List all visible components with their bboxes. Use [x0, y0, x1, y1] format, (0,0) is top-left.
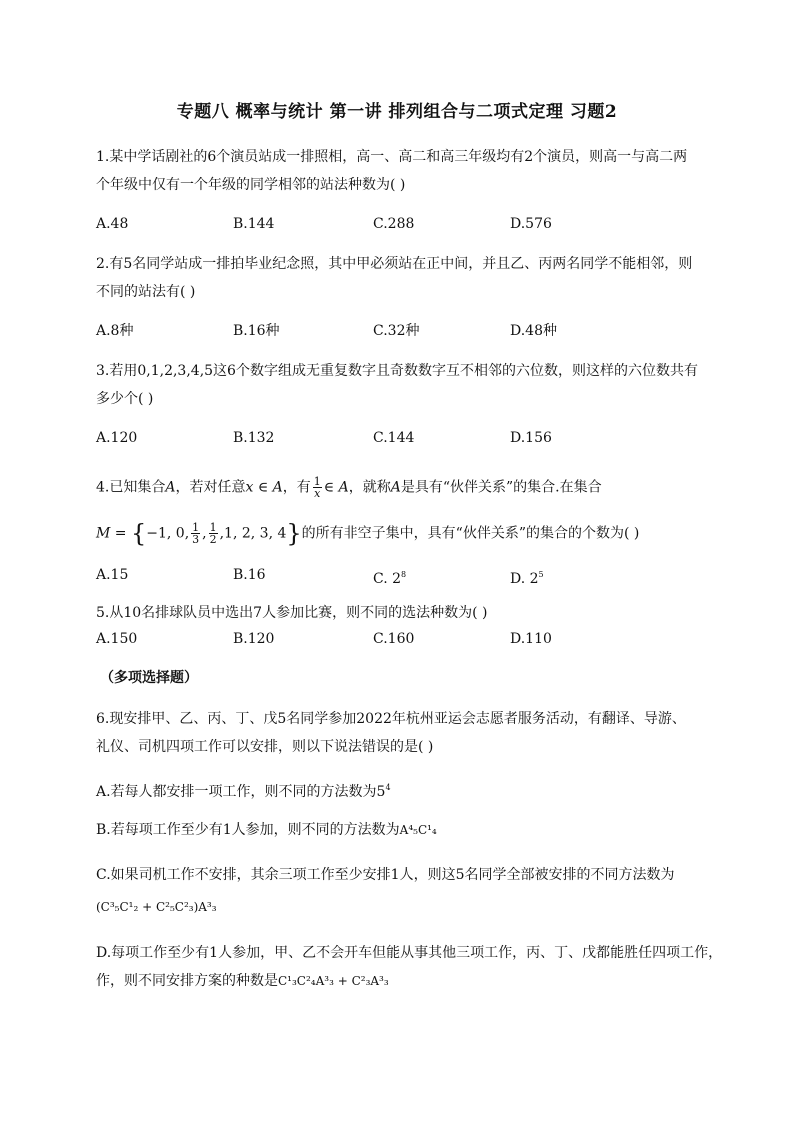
- q4-set-prefix: M =: [96, 525, 131, 542]
- question-1-option-a: A.48: [96, 216, 129, 232]
- question-3-option-d: D.156: [510, 430, 552, 446]
- question-5-option-a: A.150: [96, 631, 138, 647]
- question-5-line-1: 5.从10名排球队员中选出7人参加比赛，则不同的选法种数为( ): [96, 605, 488, 621]
- question-6-option-c-line-1: C.如果司机工作不安排，其余三项工作至少安排1人，则这5名同学全部被安排的不同方法数为: [96, 867, 675, 883]
- q6-option-b-expression: A⁴₅C¹₄: [399, 823, 437, 837]
- question-1-option-d: D.576: [510, 216, 552, 232]
- question-5-option-d: D.110: [510, 631, 552, 647]
- question-4-line-1: [96, 476, 602, 499]
- question-2-option-b: B.16种: [233, 323, 280, 339]
- question-6-option-d-line-2: 作，则不同安排方案的种数是C¹₃C²₄A³₃ + C²₃A³₃: [96, 973, 389, 989]
- question-5-option-b: B.120: [233, 631, 275, 647]
- question-3-option-a: A.120: [96, 430, 138, 446]
- question-3-line-1: 3.若用0,1,2,3,4,5这6个数字组成无重复数字且奇数数字互不相邻的六位数，则这样的六位数共有: [96, 363, 698, 379]
- q4-text-f: ，就称: [348, 479, 391, 496]
- question-6-option-c-expression: (C³₅C¹₂ + C²₅C²₃)A³₃: [96, 900, 217, 914]
- page-title: 专题八 概率与统计 第一讲 排列组合与二项式定理 习题2: [176, 102, 618, 122]
- question-6-option-a: A.若每人都安排一项工作，则不同的方法数为$5^4$: [96, 783, 391, 800]
- question-3-option-c: C.144: [373, 430, 415, 446]
- question-1-option-c: C.288: [373, 216, 415, 232]
- q4-text-d: ，有: [282, 479, 311, 496]
- q4-text-b: ，若对任意: [175, 479, 246, 496]
- left-brace: {: [130, 519, 147, 548]
- question-1-line-1: 1.某中学话剧社的6个演员站成一排照相，高一、高二和高三年级均有2个演员，则高一与高二两: [96, 149, 688, 165]
- question-4-option-c: C. $2^8$: [373, 570, 407, 587]
- question-4-option-a: A.15: [96, 567, 129, 583]
- question-3-option-b: B.132: [233, 430, 275, 446]
- question-6-option-b: B.若每项工作至少有1人参加，则不同的方法数为A⁴₅C¹₄: [96, 822, 437, 838]
- question-6-line-1: 6.现安排甲、乙、丙、丁、戊5名同学参加2022年杭州亚运会志愿者服务活动，有翻译、导游、: [96, 711, 686, 727]
- q4-var-a: A: [165, 479, 176, 496]
- q4-set-items-b: ,1, 2, 3, 4: [219, 525, 287, 542]
- q4-var-a-2: A: [390, 479, 401, 496]
- q4-expr-x-in-a: x ∈ A: [245, 479, 283, 496]
- section-multiple-choice-heading: （多项选择题）: [100, 670, 198, 686]
- q4-text-g: 是具有“伙伴关系”的集合.在集合: [400, 479, 602, 496]
- question-6-line-2: 礼仪、司机四项工作可以安排，则以下说法错误的是( ): [96, 739, 434, 755]
- question-4-line-2: M = {−1, 0, $\frac{1}{3}$ , $\frac{1}{2}$ ,1, 2, 3, 4}的所有非空子集中，具有“伙伴关系”的集合的个数为( ): [96, 519, 640, 548]
- question-2-line-1: 2.有5名同学站成一排拍毕业纪念照，其中甲必须站在正中间，并且乙、丙两名同学不能相邻，则: [96, 256, 693, 272]
- question-2-line-2: 不同的站法有( ): [96, 284, 196, 300]
- question-2-option-a: A.8种: [96, 323, 134, 339]
- q4-fraction-1-over-x: $\frac{1}{x}$: [313, 475, 321, 500]
- question-1-line-2: 个年级中仅有一个年级的同学相邻的站法种数为( ): [96, 177, 406, 193]
- question-3-line-2: 多少个( ): [96, 391, 154, 407]
- question-2-option-d: D.48种: [510, 323, 557, 339]
- question-4-option-d: D. $2^5$: [510, 570, 544, 587]
- right-brace: }: [286, 519, 302, 548]
- question-5-option-c: C.160: [373, 631, 415, 647]
- q6-option-d-expression: C¹₃C²₄A³₃ + C²₃A³₃: [278, 974, 389, 988]
- question-1-option-b: B.144: [233, 216, 275, 232]
- q4-fraction-one-half: $\frac{1}{2}$: [209, 521, 217, 546]
- q4-line-2-tail: 的所有非空子集中，具有“伙伴关系”的集合的个数为( ): [301, 525, 640, 542]
- q4-fraction-one-third: $\frac{1}{3}$: [192, 521, 200, 546]
- question-4-option-b: B.16: [233, 567, 266, 583]
- question-2-option-c: C.32种: [373, 323, 420, 339]
- question-6-option-d-line-1: D.每项工作至少有1人参加，甲、乙不会开车但能从事其他三项工作，丙、丁、戊都能胜任四项工作，: [96, 945, 723, 961]
- q4-expr-in-a: ∈ A: [323, 479, 349, 496]
- q4-text-a: 4.已知集合: [96, 479, 166, 496]
- q4-set-items-a: −1, 0,: [146, 525, 190, 542]
